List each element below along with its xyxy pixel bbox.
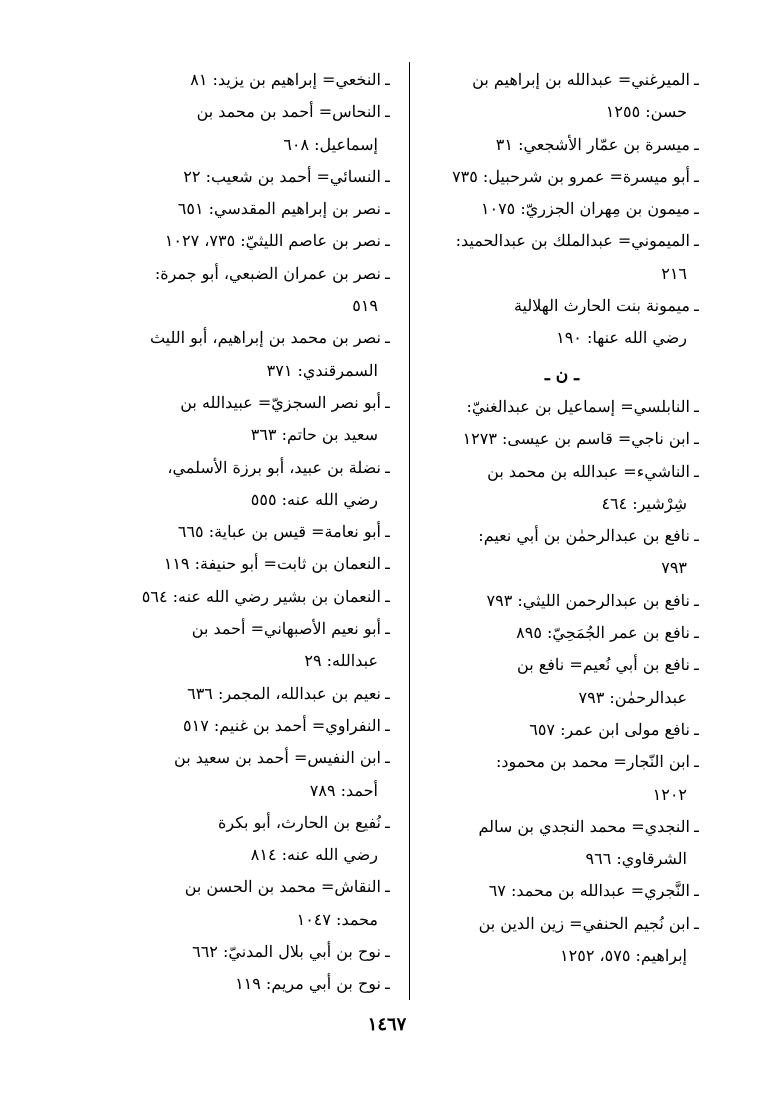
entry-text: نصر بن إبراهيم المقدسي: ٦٥١ — [177, 199, 381, 219]
entry-dash: ـ — [385, 554, 390, 574]
index-entry — [112, 548, 394, 580]
entry-text: ميمون بن مِهران الجزريّ: ١٠٧٥ — [480, 199, 690, 219]
entry-continuation: رضي الله عنها: ١٩٠ — [556, 328, 687, 348]
entry-continuation: إسماعيل: ٦٠٨ — [283, 134, 378, 154]
index-entry — [112, 613, 394, 678]
entry-dash: ـ — [694, 881, 699, 901]
entry-text: نصر بن عمران الضبعي، أبو جمرة: — [154, 263, 381, 283]
entry-dash: ـ — [385, 102, 390, 122]
index-entry — [421, 811, 703, 876]
entry-continuation: رضي الله عنه: ٥٥٥ — [250, 489, 378, 509]
entry-dash: ـ — [694, 134, 699, 154]
entry-text: نضلة بن عبيد، أبو برزة الأسلمي، — [167, 457, 381, 477]
index-entry — [421, 129, 703, 161]
index-entry — [112, 936, 394, 968]
entry-text: النسائي= أحمد بن شعيب: ٢٢ — [183, 166, 381, 186]
entry-dash: ـ — [385, 166, 390, 186]
entry-continuation: محمد: ١٠٤٧ — [296, 909, 378, 929]
index-entry — [112, 225, 394, 257]
entry-text: ابن ناجي= قاسم بن عيسى: ١٢٧٣ — [462, 429, 690, 449]
right-column — [421, 64, 703, 972]
index-entry — [112, 322, 394, 387]
index-entry — [421, 64, 703, 129]
index-entry — [421, 391, 703, 423]
entry-text: ابن النفيس= أحمد بن سعيد بن — [174, 748, 381, 768]
index-entry — [421, 908, 703, 973]
entry-text: النفراوي= أحمد بن غنيم: ٥١٧ — [183, 715, 381, 735]
entry-text: نوح بن أبي بلال المدنيّ: ٦٦٢ — [192, 942, 381, 962]
index-entry — [112, 871, 394, 936]
entry-dash: ـ — [385, 328, 390, 348]
entry-continuation: أحمد: ٧٨٩ — [309, 780, 378, 800]
entry-dash: ـ — [385, 974, 390, 994]
entry-continuation: الشرقاوي: ٩٦٦ — [585, 849, 687, 869]
entry-text: ابن نُجيم الحنفي= زين الدين بن — [478, 913, 690, 933]
entry-text: نوح بن أبي مريم: ١١٩ — [235, 974, 381, 994]
entry-text: أبو نصر السجزيّ= عبيدالله بن — [180, 392, 381, 412]
index-entry — [421, 585, 703, 617]
entry-dash: ـ — [694, 526, 699, 546]
entry-dash: ـ — [694, 296, 699, 316]
entry-dash: ـ — [385, 715, 390, 735]
index-entry — [421, 875, 703, 907]
index-entry — [112, 258, 394, 323]
index-entry — [112, 161, 394, 193]
entry-dash: ـ — [694, 590, 699, 610]
entry-dash: ـ — [385, 392, 390, 412]
entry-dash: ـ — [694, 752, 699, 772]
index-entry — [112, 807, 394, 872]
entry-text: نصر بن عاصم الليثيّ: ٧٣٥، ١٠٢٧ — [164, 231, 381, 251]
entry-text: النعمان بن بشير رضي الله عنه: ٥٦٤ — [141, 586, 381, 606]
entry-dash: ـ — [694, 913, 699, 933]
index-entry — [112, 516, 394, 548]
entry-dash: ـ — [385, 683, 390, 703]
index-entry — [112, 742, 394, 807]
index-entry — [421, 746, 703, 811]
index-entry — [421, 714, 703, 746]
entry-dash: ـ — [694, 623, 699, 643]
index-entry — [421, 193, 703, 225]
index-entry — [421, 520, 703, 585]
index-entry — [112, 387, 394, 452]
entry-text: ميسرة بن عمّار الأشجعي: ٣١ — [495, 134, 690, 154]
entry-dash: ـ — [385, 877, 390, 897]
entry-dash: ـ — [694, 655, 699, 675]
entry-continuation: إبراهيم: ٥٧٥، ١٢٥٢ — [560, 946, 687, 966]
entry-dash: ـ — [694, 429, 699, 449]
index-entry — [421, 617, 703, 649]
entry-continuation: السمرقندي: ٣٧١ — [266, 360, 378, 380]
right-entries-after — [421, 391, 703, 972]
entry-continuation: عبدالله: ٢٩ — [304, 651, 378, 671]
left-column — [112, 64, 394, 1001]
entry-text: النابلسي= إسماعيل بن عبدالغنيّ: — [466, 396, 690, 416]
right-entries-before — [421, 64, 703, 355]
entry-continuation: شِرْشير: ٤٦٤ — [601, 493, 687, 513]
entry-continuation: ١٢٠٢ — [652, 784, 687, 804]
entry-dash: ـ — [694, 199, 699, 219]
entry-dash: ـ — [385, 231, 390, 251]
entry-dash: ـ — [385, 457, 390, 477]
index-entry — [421, 423, 703, 455]
entry-text: نافع بن عبدالرحمن الليثي: ٧٩٣ — [486, 590, 690, 610]
entry-dash: ـ — [385, 812, 390, 832]
entry-text: ميمونة بنت الحارث الهلالية — [513, 296, 690, 316]
index-entry — [112, 581, 394, 613]
entry-dash: ـ — [694, 816, 699, 836]
entry-text: نافع بن عبدالرحمٰن بن أبي نعيم: — [478, 526, 690, 546]
entry-dash: ـ — [694, 70, 699, 89]
entry-continuation: عبدالرحمٰن: ٧٩٣ — [578, 687, 687, 707]
entry-continuation: ٢١٦ — [661, 263, 687, 283]
entry-text: الناشيء= عبدالله بن محمد بن — [487, 461, 690, 481]
entry-text: النَّجري= عبدالله بن محمد: ٦٧ — [488, 881, 690, 901]
entry-dash: ـ — [694, 166, 699, 186]
index-entry — [112, 710, 394, 742]
entry-text: نعيم بن عبدالله، المجمر: ٦٣٦ — [187, 683, 381, 703]
entry-dash: ـ — [385, 942, 390, 962]
entry-text: النحاس= أحمد بن محمد بن — [196, 102, 381, 122]
index-entry — [421, 161, 703, 193]
page-number: ١٤٦٧ — [367, 1014, 407, 1035]
entry-text: نصر بن محمد بن إبراهيم، أبو الليث — [149, 328, 381, 348]
entry-dash: ـ — [694, 461, 699, 481]
entry-dash: ـ — [385, 522, 390, 542]
entry-text: نافع مولى ابن عمر: ٦٥٧ — [529, 719, 690, 739]
left-entries — [112, 64, 394, 1001]
entry-dash: ـ — [385, 619, 390, 639]
entry-text: الميموني= عبدالملك بن عبدالحميد: — [455, 231, 690, 251]
entry-text: النعمان بن ثابت= أبو حنيفة: ١١٩ — [163, 554, 381, 574]
entry-text: النقاش= محمد بن الحسن بن — [184, 877, 381, 897]
entry-continuation: ٥١٩ — [352, 296, 378, 316]
entry-dash: ـ — [694, 231, 699, 251]
entry-continuation: سعيد بن حاتم: ٣٦٣ — [250, 425, 378, 445]
entry-dash: ـ — [385, 70, 390, 89]
index-entry — [112, 193, 394, 225]
entry-text: أبو نعيم الأصبهاني= أحمد بن — [191, 619, 381, 639]
index-entry — [112, 968, 394, 1000]
entry-continuation: ٧٩٣ — [661, 558, 687, 578]
index-entry — [421, 456, 703, 521]
index-entry — [421, 290, 703, 355]
entry-text: ابن النّجار= محمد بن محمود: — [495, 752, 690, 772]
entry-text: أبو ميسرة= عمرو بن شرحبيل: ٧٣٥ — [452, 166, 690, 186]
index-entry — [112, 96, 394, 161]
entry-dash: ـ — [694, 719, 699, 739]
index-entry — [421, 649, 703, 714]
entry-continuation: رضي الله عنه: ٨١٤ — [250, 845, 378, 865]
section-letter-noon: ـ ن ـ — [544, 364, 580, 385]
entry-text: الميرغني= عبدالله بن إبراهيم بن — [472, 70, 690, 89]
entry-text: أبو نعامة= قيس بن عباية: ٦٦٥ — [177, 522, 381, 542]
index-entry — [112, 452, 394, 517]
entry-dash: ـ — [385, 199, 390, 219]
index-entry — [112, 64, 394, 96]
entry-dash: ـ — [385, 748, 390, 768]
entry-dash: ـ — [694, 396, 699, 416]
entry-text: النخعي= إبراهيم بن يزيد: ٨١ — [190, 70, 381, 89]
entry-dash: ـ — [385, 586, 390, 606]
entry-continuation: حسن: ١٢٥٥ — [605, 102, 687, 122]
index-entry — [421, 225, 703, 290]
column-divider — [409, 62, 410, 1000]
index-entry — [112, 678, 394, 710]
entry-text: نُفيع بن الحارث، أبو بكرة — [217, 812, 381, 832]
entry-text: نافع بن أبي نُعيم= نافع بن — [517, 655, 690, 675]
entry-text: النجدي= محمد النجدي بن سالم — [478, 816, 690, 836]
entry-dash: ـ — [385, 263, 390, 283]
entry-text: نافع بن عمر الجُمَحِيّ: ٨٩٥ — [516, 623, 690, 643]
